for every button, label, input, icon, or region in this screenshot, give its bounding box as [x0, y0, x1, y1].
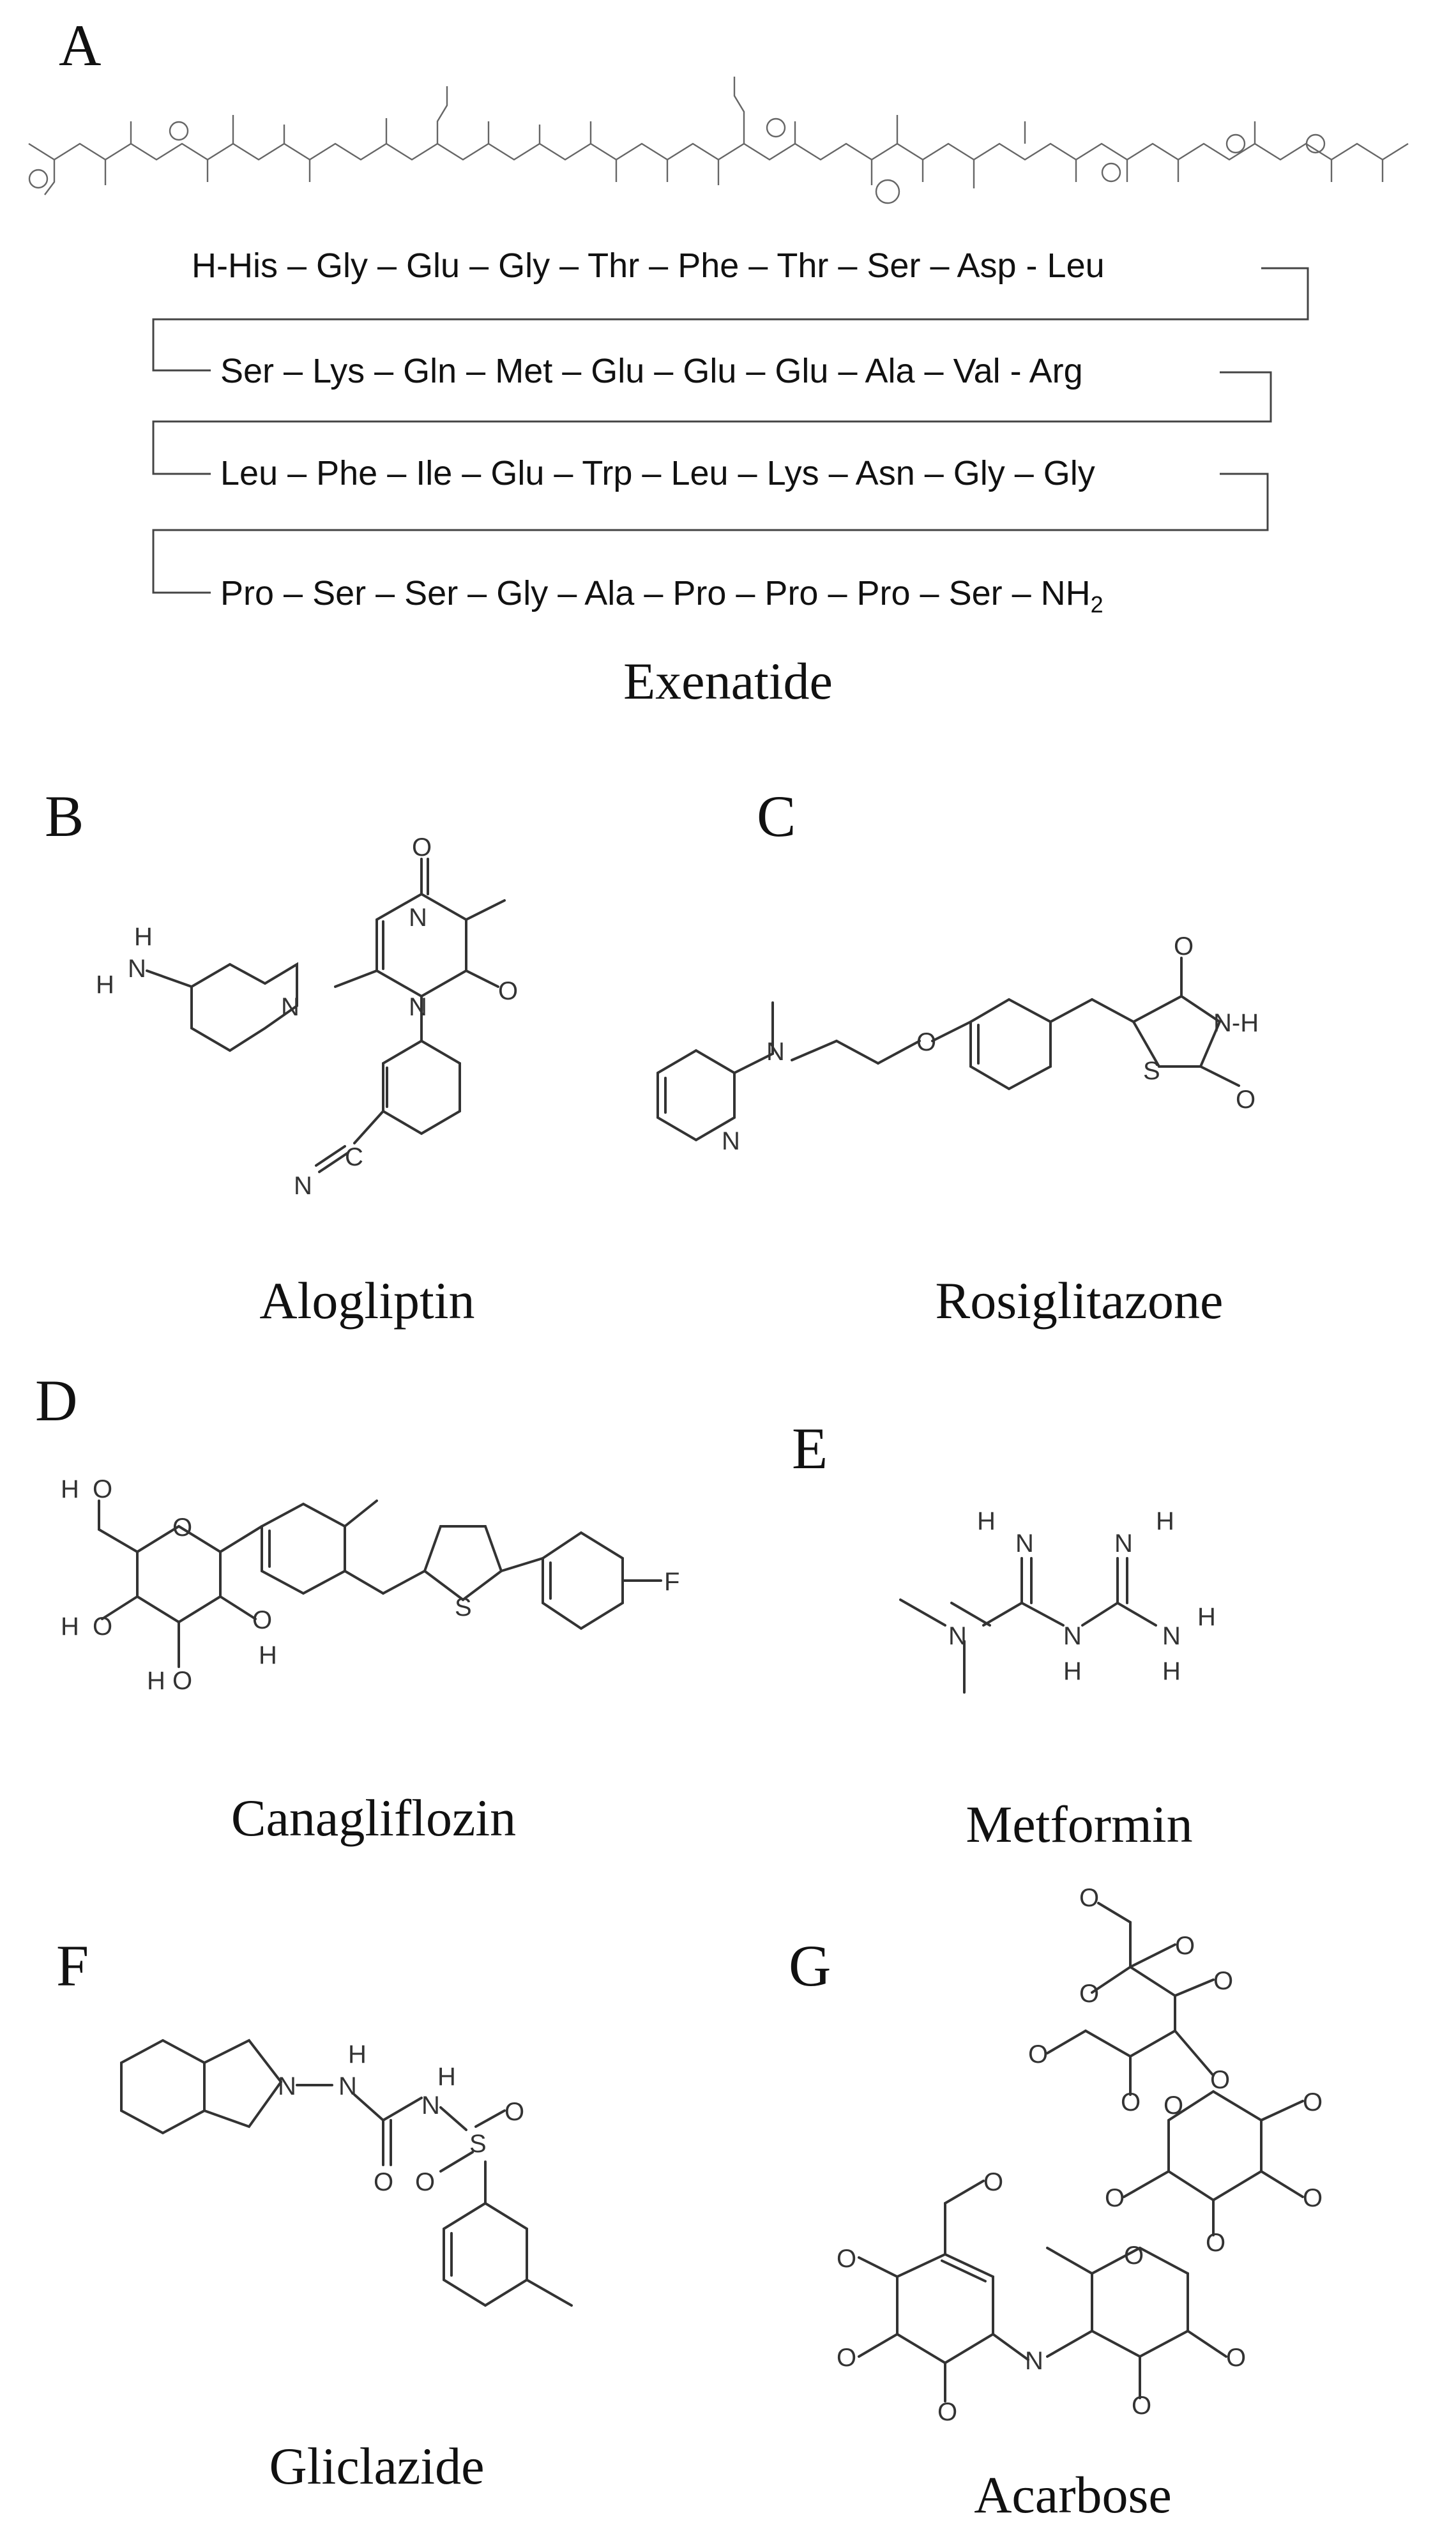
gliclazide-h2: H — [437, 2063, 456, 2091]
canagliflozin-o5: O — [252, 1606, 273, 1634]
metformin-h1: H — [977, 1507, 996, 1535]
acarbose-o10: O — [1303, 2184, 1323, 2212]
alogliptin-h2: H — [96, 971, 114, 999]
alogliptin-n4: N — [128, 955, 146, 983]
gliclazide-o1: O — [374, 2168, 394, 2196]
acarbose-o9: O — [1303, 2088, 1323, 2116]
canagliflozin-o4: O — [172, 1667, 193, 1695]
rosiglitazone-o2: O — [1174, 932, 1194, 960]
alogliptin-o2: O — [498, 977, 519, 1005]
metformin-h4: H — [1197, 1603, 1216, 1631]
sequence-line-3: Leu – Phe – Ile – Glu – Trp – Leu – Lys – Asn – Gly – Gly — [220, 454, 1095, 492]
alogliptin-n1: N — [409, 993, 427, 1021]
rosiglitazone-n2: N — [766, 1038, 785, 1066]
acarbose-o8: O — [1164, 2091, 1184, 2120]
acarbose-o7: O — [1210, 2066, 1231, 2094]
canagliflozin-o2: O — [93, 1475, 113, 1503]
canagliflozin-h2: H — [61, 1613, 79, 1641]
panel-label-g: G — [789, 1933, 831, 1998]
alogliptin-c: C — [345, 1143, 363, 1171]
name-canagliflozin: Canagliflozin — [231, 1789, 517, 1847]
acarbose-structure — [837, 1884, 1323, 2426]
canagliflozin-f: F — [664, 1568, 680, 1596]
sequence-line-4-text: Pro – Ser – Ser – Gly – Ala – Pro – Pro – Pro – Ser – NH — [220, 574, 1091, 612]
acarbose-o14: O — [1226, 2344, 1247, 2372]
panel-label-e: E — [792, 1416, 828, 1481]
rosiglitazone-s: S — [1143, 1057, 1160, 1085]
sequence-line-1: H-His – Gly – Glu – Gly – Thr – Phe – Thr – Ser – Asp - Leu — [192, 247, 1105, 285]
rosiglitazone-structure — [658, 932, 1259, 1155]
acarbose-o12: O — [1206, 2229, 1226, 2257]
acarbose-o13: O — [1124, 2242, 1144, 2270]
acarbose-o3: O — [1213, 1967, 1234, 1995]
acarbose-o5: O — [1028, 2040, 1049, 2069]
gliclazide-h1: H — [348, 2040, 367, 2069]
acarbose-o15: O — [1132, 2392, 1152, 2420]
acarbose-o18: O — [837, 2344, 857, 2372]
panel-label-d: D — [35, 1368, 78, 1433]
acarbose-o1: O — [1079, 1884, 1100, 1912]
panel-label-a: A — [59, 13, 102, 78]
alogliptin-n2: N — [409, 904, 427, 932]
peptide-backbone — [29, 144, 1408, 160]
gliclazide-s: S — [469, 2130, 487, 2158]
canagliflozin-structure — [61, 1475, 679, 1695]
metformin-n1: N — [948, 1622, 967, 1650]
gliclazide-o2: O — [504, 2098, 525, 2126]
side-chains — [29, 77, 1383, 203]
acarbose-o19: O — [937, 2398, 958, 2426]
sequence-line-2: Ser – Lys – Gln – Met – Glu – Glu – Glu – Ala – Val - Arg — [220, 352, 1083, 390]
canagliflozin-h1: H — [61, 1475, 79, 1503]
acarbose-n: N — [1025, 2347, 1043, 2375]
canagliflozin-h4: H — [259, 1641, 277, 1669]
gliclazide-n2: N — [338, 2072, 357, 2100]
metformin-n2: N — [1015, 1530, 1034, 1558]
rosiglitazone-nh: N-H — [1213, 1009, 1259, 1037]
gliclazide-structure — [121, 2040, 572, 2305]
rosiglitazone-n1: N — [722, 1127, 740, 1155]
exenatide-skeleton — [29, 77, 1408, 203]
name-exenatide: Exenatide — [623, 652, 833, 710]
metformin-h5: H — [1162, 1657, 1181, 1685]
metformin-h2: H — [1063, 1657, 1082, 1685]
name-rosiglitazone: Rosiglitazone — [935, 1272, 1224, 1330]
acarbose-o17: O — [837, 2245, 857, 2273]
name-gliclazide: Gliclazide — [269, 2437, 485, 2495]
acarbose-o4: O — [1175, 1932, 1195, 1960]
alogliptin-n3: N — [281, 993, 300, 1021]
name-acarbose: Acarbose — [974, 2466, 1172, 2524]
gliclazide-n1: N — [278, 2072, 296, 2100]
acarbose-o16: O — [983, 2168, 1004, 2196]
metformin-h3: H — [1156, 1507, 1174, 1535]
gliclazide-o3: O — [415, 2168, 436, 2196]
panel-label-c: C — [757, 784, 796, 849]
canagliflozin-s: S — [455, 1593, 472, 1621]
alogliptin-h1: H — [134, 923, 153, 951]
acarbose-o6: O — [1121, 2088, 1141, 2116]
canagliflozin-o3: O — [93, 1613, 113, 1641]
canagliflozin-o1: O — [172, 1514, 193, 1542]
panel-label-f: F — [56, 1933, 89, 1998]
name-metformin: Metformin — [966, 1795, 1193, 1853]
metformin-n5: N — [1162, 1622, 1181, 1650]
acarbose-o2: O — [1079, 1980, 1100, 2008]
alogliptin-o1: O — [412, 833, 432, 862]
sequence-connectors — [153, 268, 1308, 593]
metformin-structure — [900, 1507, 1216, 1692]
metformin-n3: N — [1063, 1622, 1082, 1650]
rosiglitazone-o1: O — [916, 1028, 937, 1056]
canagliflozin-h3: H — [147, 1667, 165, 1695]
sequence-subscript: 2 — [1090, 591, 1103, 618]
gliclazide-n3: N — [421, 2091, 440, 2120]
rosiglitazone-o3: O — [1236, 1086, 1256, 1114]
panel-label-b: B — [45, 784, 84, 849]
acarbose-o11: O — [1105, 2184, 1125, 2212]
name-alogliptin: Alogliptin — [259, 1272, 475, 1330]
metformin-n4: N — [1114, 1530, 1133, 1558]
alogliptin-n5: N — [294, 1172, 312, 1200]
alogliptin-structure — [96, 833, 518, 1200]
